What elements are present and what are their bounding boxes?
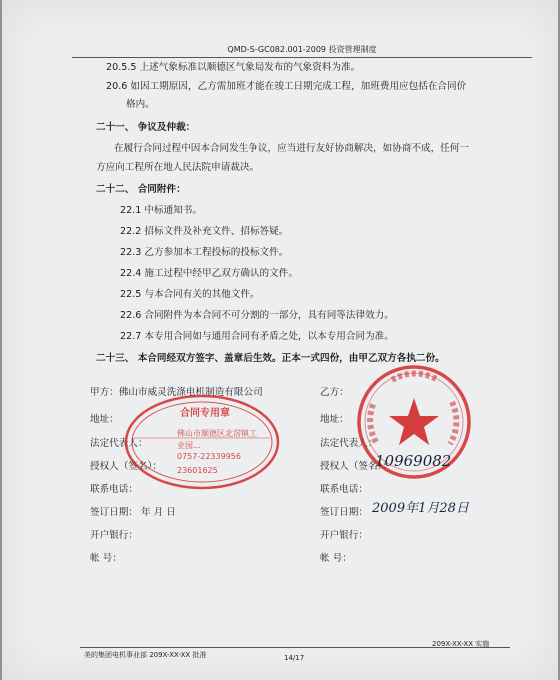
clause-20-6-cont: 格内。	[126, 99, 155, 110]
attachment-22-1: 22.1 中标通知书。	[120, 205, 202, 216]
party-a-account: 帐 号：	[90, 553, 122, 564]
party-a-seal-line-1: 佛山市顺德区北滘镇工	[177, 429, 257, 438]
section-21-text: 在履行合同过程中因本合同发生争议，应当进行友好协商解决，如协商不成，任何一	[114, 143, 469, 154]
party-a-legal-rep: 法定代表人：	[90, 438, 148, 449]
footer-effective: 209X-XX-XX 实施	[432, 640, 490, 648]
section-21-text-cont: 方应向工程所在地人民法院申请裁决。	[96, 162, 260, 173]
party-b-agent: 授权人（签名）：	[320, 461, 392, 472]
section-22-heading: 二十二、 合同附件：	[96, 184, 186, 195]
clause-20-5-5: 20.5.5 上述气象标准以顺德区气象局发布的气象资料为准。	[106, 62, 361, 73]
party-a-seal-line-4: 23601625	[177, 466, 218, 475]
section-21-heading: 二十一、 争议及仲裁：	[96, 122, 196, 133]
attachment-22-4: 22.4 施工过程中经甲乙双方确认的文件。	[120, 268, 298, 279]
party-a-agent: 授权人（签名）：	[90, 461, 162, 472]
section-23: 二十三、 本合同经双方签字、盖章后生效。正本一式四份，由甲乙双方各执二份。	[96, 353, 445, 364]
party-a-seal-title: 合同专用章	[180, 408, 230, 419]
party-b-name: 乙方：	[320, 387, 349, 398]
attachment-22-6: 22.6 合同附件为本合同不可分割的一部分，具有同等法律效力。	[120, 310, 394, 321]
party-b-account: 帐 号：	[320, 553, 352, 564]
attachment-22-3: 22.3 乙方参加本工程投标的投标文件。	[120, 247, 289, 258]
party-a-name: 甲方：佛山市威灵洗涤电机制造有限公司	[90, 387, 263, 398]
party-a-seal-line-2: 业园...	[177, 441, 201, 450]
party-a-address: 地址：	[90, 414, 119, 425]
page-header: QMD-S-GC082.001-2009 投资管理制度	[72, 44, 532, 58]
party-b-legal-rep: 法定代表人：	[320, 438, 378, 449]
attachment-22-7: 22.7 本专用合同如与通用合同有矛盾之处，以本专用合同为准。	[120, 331, 394, 342]
page-number: 14/17	[284, 654, 305, 662]
party-b-agent-handwriting: 10969082	[375, 452, 452, 470]
party-b-bank: 开户银行：	[320, 530, 368, 541]
party-b-address: 地址：	[320, 414, 349, 425]
footer-approval: 美的集团电机事业部 209X-XX-XX 批准	[84, 651, 207, 659]
party-a-phone: 联系电话：	[90, 484, 138, 495]
party-b-date-handwriting: 2009年1月28日	[372, 501, 469, 516]
party-b-date: 签订日期：	[320, 507, 368, 518]
party-a-bank: 开户银行：	[90, 530, 138, 541]
document-page	[2, 0, 558, 680]
attachment-22-5: 22.5 与本合同有关的其他文件。	[120, 289, 260, 300]
party-b-phone: 联系电话：	[320, 484, 368, 495]
party-a-seal-line-3: 0757-22339956	[177, 452, 241, 461]
attachment-22-2: 22.2 招标文件及补充文件、招标答疑。	[120, 226, 289, 237]
clause-20-6: 20.6 如因工期原因，乙方需加班才能在竣工日期完成工程，加班费用应包括在合同价	[106, 81, 467, 92]
party-a-date: 签订日期： 年 月 日	[90, 507, 176, 518]
